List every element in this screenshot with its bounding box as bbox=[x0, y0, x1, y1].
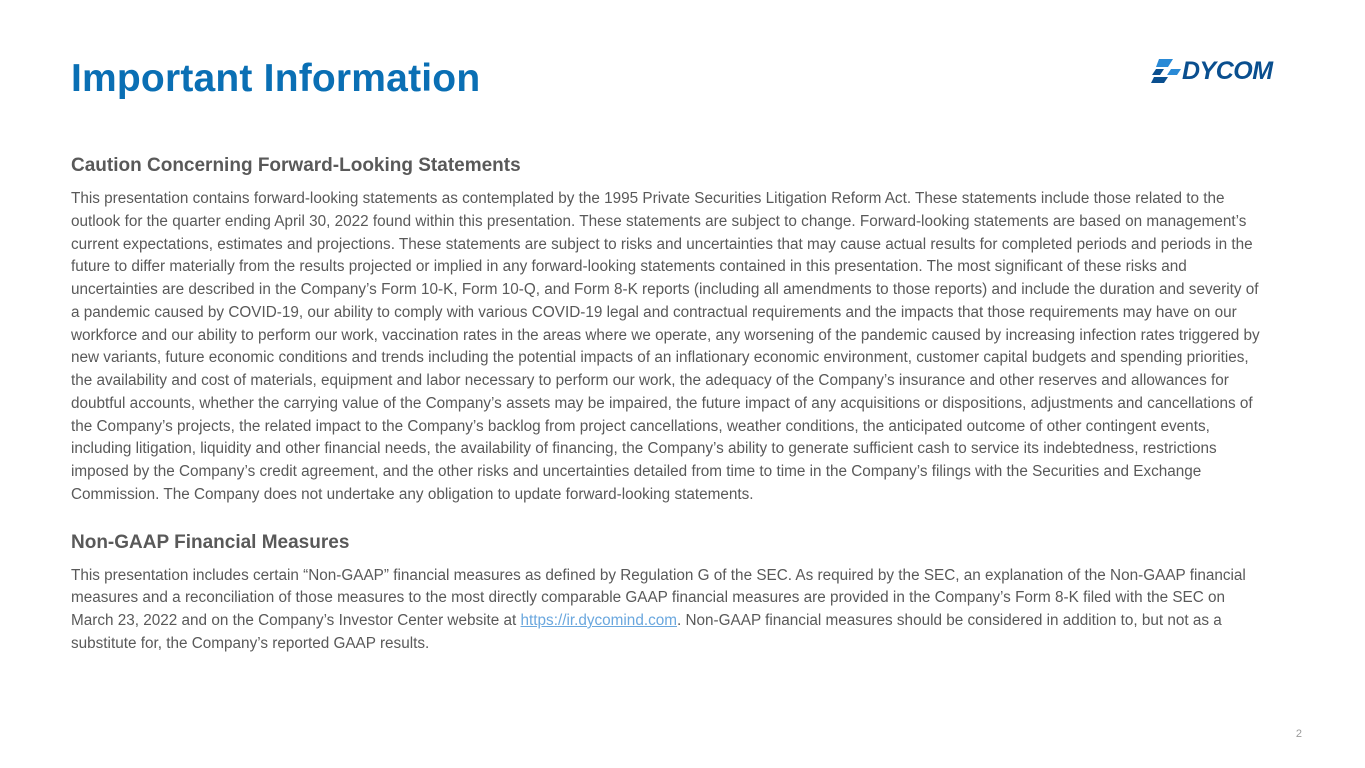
logo-wordmark: DYCOM bbox=[1182, 57, 1273, 85]
main-content bbox=[71, 152, 1261, 656]
company-logo bbox=[1150, 56, 1313, 86]
page-title: Important Information bbox=[71, 57, 481, 100]
section-heading-non-gaap: Non-GAAP Financial Measures bbox=[71, 531, 350, 553]
non-gaap-paragraph bbox=[71, 565, 1261, 656]
non-gaap-section bbox=[71, 529, 1261, 656]
non-gaap-text-before-link: This presentation includes certain “Non-GAAP” financial measures as defined by Regulation G of the SEC. As required by the SEC, an explanation of the Non-GAAP financial measures and a reconciliation of those measures to the most directly comparable GAAP financial measures are provided in the Company’s Form 8-K filed with the SEC on March 23, 2022 and on the Company’s Investor Center website at bbox=[71, 566, 1246, 629]
forward-looking-paragraph: This presentation contains forward-looking statements as contemplated by the 1995 Private Securities Litigation Reform Act. These statements include those related to the outlook for the quarter ending April 30, 2022 found within this presentation. These statements are subject to change. Forward-looking statements are based on management’s current expectations, estimates and projections. These statements are subject to risks and uncertainties that may cause actual results for completed periods and periods in the future to differ materially from the results projected or implied in any forward-looking statements contained in this presentation. The most significant of these risks and uncertainties are described in the Company’s Form 10-K, Form 10-Q, and Form 8-K reports (including all amendments to those reports) and include the duration and severity of a pandemic caused by COVID-19, our ability to comply with various COVID-19 legal and contractual requirements and the impacts that those requirements may have on our workforce and our ability to perform our work, vaccination rates in the areas where we operate, any worsening of the pandemic caused by increasing infection rates triggered by new variants, future economic conditions and trends including the potential impacts of an inflationary economic environment, customer capital budgets and spending priorities, the availability and cost of materials, equipment and labor necessary to perform our work, the adequacy of the Company’s insurance and other reserves and allowances for doubtful accounts, whether the carrying value of the Company’s assets may be impaired, the future impact of any acquisitions or dispositions, adjustments and cancellations of the Company’s projects, the related impact to the Company’s backlog from project cancellations, weather conditions, the anticipated outcome of other contingent events, including litigation, liquidity and other financial needs, the availability of financing, the Company’s ability to generate sufficient cash to service its indebtedness, restrictions imposed by the Company’s credit agreement, and the other risks and uncertainties detailed from time to time in the Company’s filings with the Securities and Exchange Commission. The Company does not undertake any obligation to update forward-looking statements. bbox=[71, 190, 1260, 503]
dycom-logo-icon bbox=[1150, 56, 1184, 86]
non-gaap-text-after-link: . Non-GAAP financial measures should be considered in addition to, but not as a substitute for, the Company’s reported GAAP results. bbox=[71, 612, 1222, 652]
section-heading-forward-looking: Caution Concerning Forward-Looking Statements bbox=[71, 155, 521, 176]
forward-looking-section bbox=[71, 152, 1261, 507]
investor-center-link[interactable]: https://ir.dycomind.com bbox=[520, 612, 677, 629]
page-number: 2 bbox=[1295, 728, 1302, 740]
